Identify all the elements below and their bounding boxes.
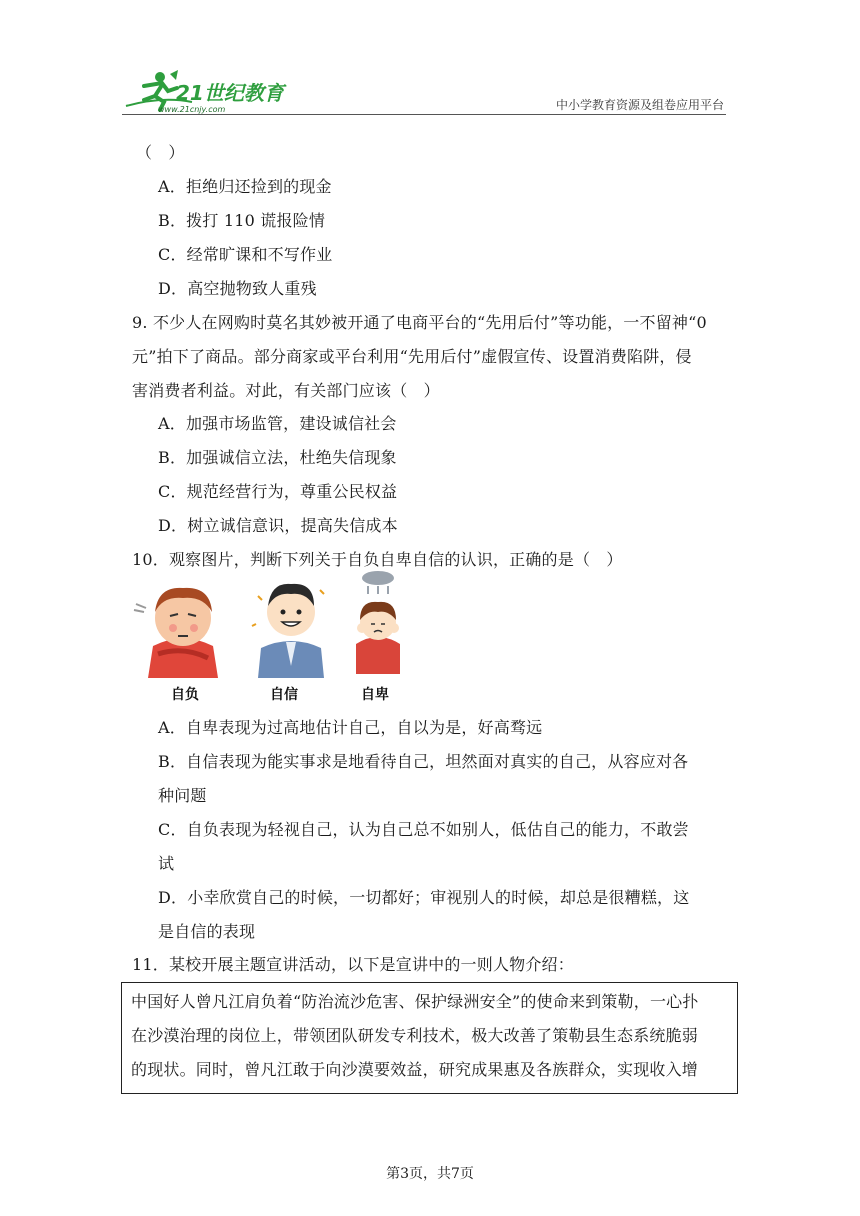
header-divider [122,114,726,115]
q9-option-b: B．加强诚信立法，杜绝失信现象 [158,448,397,467]
q10-illustration [128,566,418,706]
q9-stem-line-1: 9. 不少人在网购时莫名其妙被开通了电商平台的“先用后付”等功能，一不留神“0 [132,313,707,332]
q11-stem: 11．某校开展主题宣讲活动，以下是宣讲中的一则人物介绍： [132,955,574,974]
picture-label-confident: 自信 [270,687,298,703]
q8-option-b: B．拨打 110 谎报险情 [158,211,326,230]
q8-option-d: D．高空抛物致人重残 [158,279,317,298]
q10-option-d-line-1: D．小幸欣赏自己的时候，一切都好；审视别人的时候，却总是很糟糕，这 [158,888,690,907]
picture-label-inferior: 自卑 [361,687,389,703]
logo-url: www.21cnjy.com [158,105,226,114]
q10-option-a: A．自卑表现为过高地估计自己，自以为是，好高骛远 [158,718,543,737]
q11-material-line-1: 中国好人曾凡江肩负着“防治流沙危害、保护绿洲安全”的使命来到策勒，一心扑 [131,992,699,1011]
q10-option-d-line-2: 是自信的表现 [158,922,256,941]
logo-text: 21世纪教育 [176,81,284,105]
q9-option-c: C．规范经营行为，尊重公民权益 [158,482,398,501]
confident-figure-image [246,566,336,678]
q11-material-line-2: 在沙漠治理的岗位上，带领团队研发专利技术，极大改善了策勒县生态系统脆弱 [131,1026,699,1045]
header-platform-text: 中小学教育资源及组卷应用平台 [555,98,724,112]
q11-material-box [121,982,738,1094]
q9-option-d: D．树立诚信意识，提高失信成本 [158,516,398,535]
picture-label-arrogant: 自负 [171,687,199,703]
page-header [122,66,726,116]
q9-stem-line-3: 害消费者利益。对此，有关部门应该（ ） [132,381,440,400]
q9-stem-line-2: 元”拍下了商品。部分商家或平台利用“先用后付”虚假宣传、设置消费陷阱，侵 [132,347,692,366]
q10-option-c-line-1: C．自负表现为轻视自己，认为自己总不如别人，低估自己的能力，不敢尝 [158,820,689,839]
q10-stem: 10．观察图片，判断下列关于自负自卑自信的认识，正确的是（ ） [132,550,623,569]
q10-option-b-line-2: 种问题 [158,786,207,805]
q8-tail: （ ） [136,143,185,162]
page-number: 第3页，共7页 [386,1166,474,1182]
q10-option-c-line-2: 试 [158,854,175,873]
inferior-figure-image [338,566,418,678]
q11-material-line-3: 的现状。同时，曾凡江敢于向沙漠要效益，研究成果惠及各族群众，实现收入增 [131,1060,699,1079]
q10-option-b-line-1: B．自信表现为能实事求是地看待自己，坦然面对真实的自己，从容应对各 [158,752,689,771]
q8-option-a: A．拒绝归还捡到的现金 [158,177,332,196]
q8-option-c: C．经常旷课和不写作业 [158,245,333,264]
arrogant-figure-image [128,566,238,678]
q9-option-a: A．加强市场监管，建设诚信社会 [158,414,397,433]
logo-21cnjy [122,66,292,116]
